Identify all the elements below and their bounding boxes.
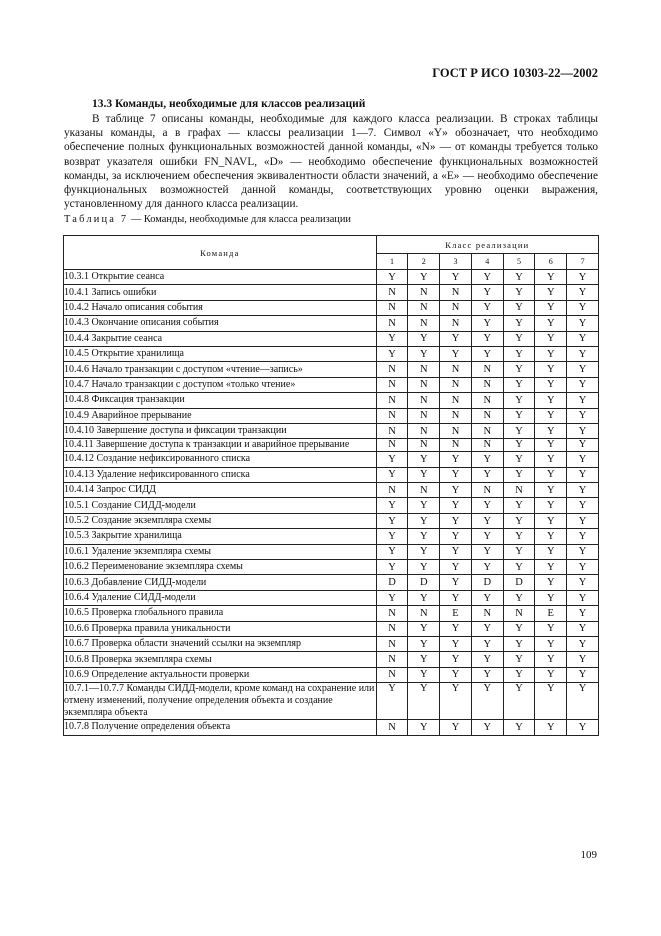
- class-value-cell: Y: [503, 560, 535, 575]
- table-row: [64, 652, 599, 667]
- class-value-cell: Y: [567, 483, 599, 498]
- class-value-cell: Y: [471, 513, 503, 528]
- page-number: 109: [580, 849, 597, 861]
- class-value-cell: Y: [440, 720, 472, 735]
- class-value-cell: Y: [471, 636, 503, 651]
- class-value-cell: Y: [471, 621, 503, 636]
- class-value-cell: Y: [408, 590, 440, 605]
- class-value-cell: N: [376, 667, 408, 682]
- class-value-cell: Y: [567, 720, 599, 735]
- class-value-cell: Y: [503, 300, 535, 315]
- class-value-cell: Y: [440, 590, 472, 605]
- class-value-cell: N: [408, 408, 440, 423]
- class-value-cell: Y: [535, 636, 567, 651]
- table-row: [64, 606, 599, 621]
- class-value-cell: Y: [567, 498, 599, 513]
- class-value-cell: Y: [376, 560, 408, 575]
- class-value-cell: N: [440, 316, 472, 331]
- class-value-cell: Y: [503, 467, 535, 482]
- table-row: [64, 362, 599, 377]
- class-value-cell: Y: [567, 270, 599, 285]
- class-value-cell: N: [440, 377, 472, 392]
- class-value-cell: Y: [567, 606, 599, 621]
- class-value-cell: Y: [408, 720, 440, 735]
- class-value-cell: Y: [408, 529, 440, 544]
- class-value-cell: N: [471, 408, 503, 423]
- class-value-cell: Y: [471, 560, 503, 575]
- class-value-cell: Y: [567, 452, 599, 467]
- class-value-cell: Y: [503, 393, 535, 408]
- class-value-cell: Y: [535, 423, 567, 438]
- class-value-cell: Y: [408, 513, 440, 528]
- class-value-cell: D: [408, 575, 440, 590]
- column-header-command: Команда: [64, 236, 377, 270]
- class-value-cell: Y: [567, 529, 599, 544]
- class-value-cell: N: [376, 652, 408, 667]
- command-name-cell: 10.6.6 Проверка правила уникальности: [64, 621, 377, 636]
- class-value-cell: Y: [503, 362, 535, 377]
- class-value-cell: Y: [535, 544, 567, 559]
- class-value-cell: N: [440, 408, 472, 423]
- table-row: [64, 452, 599, 467]
- class-value-cell: Y: [535, 408, 567, 423]
- class-number-header: 6: [535, 254, 567, 270]
- class-value-cell: Y: [376, 270, 408, 285]
- class-value-cell: Y: [567, 636, 599, 651]
- class-value-cell: Y: [567, 316, 599, 331]
- class-value-cell: N: [376, 300, 408, 315]
- class-value-cell: Y: [440, 667, 472, 682]
- class-value-cell: Y: [503, 346, 535, 361]
- class-value-cell: Y: [440, 529, 472, 544]
- class-value-cell: Y: [535, 331, 567, 346]
- class-value-cell: Y: [471, 316, 503, 331]
- class-value-cell: Y: [503, 423, 535, 438]
- class-value-cell: Y: [567, 652, 599, 667]
- class-value-cell: N: [376, 285, 408, 300]
- class-value-cell: N: [471, 423, 503, 438]
- class-value-cell: Y: [567, 300, 599, 315]
- class-value-cell: Y: [408, 331, 440, 346]
- class-number-header: 3: [440, 254, 472, 270]
- class-value-cell: Y: [567, 346, 599, 361]
- class-number-header: 4: [471, 254, 503, 270]
- class-value-cell: Y: [567, 331, 599, 346]
- class-value-cell: Y: [503, 683, 535, 720]
- class-value-cell: N: [376, 621, 408, 636]
- class-value-cell: Y: [535, 560, 567, 575]
- class-value-cell: N: [440, 393, 472, 408]
- class-value-cell: Y: [503, 285, 535, 300]
- class-value-cell: Y: [408, 346, 440, 361]
- class-value-cell: Y: [535, 270, 567, 285]
- command-name-cell: 10.6.3 Добавление СИДД-модели: [64, 575, 377, 590]
- class-value-cell: Y: [471, 270, 503, 285]
- class-value-cell: Y: [408, 452, 440, 467]
- class-value-cell: D: [471, 575, 503, 590]
- class-value-cell: Y: [535, 575, 567, 590]
- class-number-header: 1: [376, 254, 408, 270]
- class-value-cell: E: [440, 606, 472, 621]
- class-number-header: 5: [503, 254, 535, 270]
- class-value-cell: N: [440, 300, 472, 315]
- table-row: [64, 467, 599, 482]
- class-value-cell: Y: [376, 544, 408, 559]
- command-name-cell: 10.4.11 Завершение доступа к транзакции и аварийное прерывание: [64, 439, 377, 452]
- class-value-cell: Y: [471, 467, 503, 482]
- class-value-cell: N: [376, 408, 408, 423]
- table-row: [64, 316, 599, 331]
- table-row: [64, 575, 599, 590]
- table-row: [64, 560, 599, 575]
- class-value-cell: Y: [471, 346, 503, 361]
- table-row: [64, 393, 599, 408]
- class-value-cell: N: [471, 483, 503, 498]
- class-value-cell: Y: [440, 544, 472, 559]
- class-value-cell: Y: [503, 452, 535, 467]
- class-value-cell: Y: [440, 483, 472, 498]
- table-row: [64, 720, 599, 735]
- class-value-cell: Y: [440, 331, 472, 346]
- class-value-cell: Y: [503, 316, 535, 331]
- command-name-cell: 10.5.2 Создание экземпляра схемы: [64, 513, 377, 528]
- class-value-cell: Y: [567, 393, 599, 408]
- command-name-cell: 10.6.2 Переименование экземпляра схемы: [64, 560, 377, 575]
- class-value-cell: Y: [503, 270, 535, 285]
- class-value-cell: Y: [535, 720, 567, 735]
- table-row: [64, 683, 599, 720]
- class-value-cell: Y: [471, 590, 503, 605]
- class-value-cell: N: [471, 377, 503, 392]
- document-header: ГОСТ Р ИСО 10303-22—2002: [432, 66, 598, 80]
- class-value-cell: N: [376, 316, 408, 331]
- class-value-cell: N: [408, 423, 440, 438]
- table-row: [64, 300, 599, 315]
- command-name-cell: 10.4.5 Открытие хранилища: [64, 346, 377, 361]
- class-value-cell: Y: [408, 621, 440, 636]
- class-value-cell: N: [440, 362, 472, 377]
- class-value-cell: Y: [471, 300, 503, 315]
- command-name-cell: 10.4.13 Удаление нефиксированного списка: [64, 467, 377, 482]
- table-caption-label: Таблица 7: [64, 214, 129, 225]
- class-value-cell: Y: [503, 544, 535, 559]
- command-name-cell: 10.6.4 Удаление СИДД-модели: [64, 590, 377, 605]
- table-row: [64, 423, 599, 438]
- class-value-cell: Y: [376, 683, 408, 720]
- class-value-cell: Y: [567, 513, 599, 528]
- command-name-cell: 10.4.3 Окончание описания события: [64, 316, 377, 331]
- class-value-cell: Y: [567, 439, 599, 452]
- class-value-cell: N: [408, 300, 440, 315]
- class-value-cell: Y: [567, 590, 599, 605]
- table-row: [64, 439, 599, 452]
- class-value-cell: Y: [567, 560, 599, 575]
- class-value-cell: Y: [503, 513, 535, 528]
- class-value-cell: Y: [408, 270, 440, 285]
- class-number-header: 2: [408, 254, 440, 270]
- class-value-cell: D: [503, 575, 535, 590]
- class-value-cell: Y: [503, 408, 535, 423]
- command-name-cell: 10.5.1 Создание СИДД-модели: [64, 498, 377, 513]
- class-value-cell: N: [408, 285, 440, 300]
- table-caption-text: — Команды, необходимые для класса реализации: [128, 214, 351, 225]
- class-number-header: 7: [567, 254, 599, 270]
- class-value-cell: Y: [408, 560, 440, 575]
- class-value-cell: Y: [503, 377, 535, 392]
- class-value-cell: Y: [408, 683, 440, 720]
- class-value-cell: Y: [376, 513, 408, 528]
- class-value-cell: Y: [471, 331, 503, 346]
- class-value-cell: Y: [535, 377, 567, 392]
- class-value-cell: Y: [535, 439, 567, 452]
- class-value-cell: Y: [535, 667, 567, 682]
- table-row: [64, 408, 599, 423]
- class-value-cell: N: [376, 393, 408, 408]
- class-value-cell: Y: [567, 377, 599, 392]
- class-value-cell: N: [471, 606, 503, 621]
- class-value-cell: N: [376, 362, 408, 377]
- class-value-cell: Y: [503, 529, 535, 544]
- class-value-cell: Y: [440, 683, 472, 720]
- class-value-cell: Y: [567, 362, 599, 377]
- class-value-cell: N: [503, 606, 535, 621]
- class-value-cell: Y: [535, 683, 567, 720]
- class-value-cell: Y: [503, 720, 535, 735]
- class-value-cell: Y: [376, 452, 408, 467]
- class-value-cell: N: [471, 362, 503, 377]
- class-value-cell: N: [376, 606, 408, 621]
- class-value-cell: Y: [535, 652, 567, 667]
- class-value-cell: Y: [471, 683, 503, 720]
- class-value-cell: Y: [440, 346, 472, 361]
- class-value-cell: N: [440, 439, 472, 452]
- class-value-cell: Y: [567, 667, 599, 682]
- class-value-cell: Y: [471, 285, 503, 300]
- table-row: [64, 636, 599, 651]
- command-name-cell: 10.4.10 Завершение доступа и фиксации транзакции: [64, 423, 377, 438]
- class-value-cell: Y: [535, 483, 567, 498]
- class-value-cell: Y: [567, 467, 599, 482]
- table-row: [64, 667, 599, 682]
- section-paragraph: В таблице 7 описаны команды, необходимые для каждого класса реализации. В строках таблицы указаны команды, а в графах — классы реализации 1—7. Символ «Y» обозначает, что необходимо обеспечение полных функциональных возможностей данной команды, «N» — от команды требуется только возврат указателя ошибки FN_NAVL, «D» — необходимо обеспечение функциональных возможностей команды, за исключением обеспечения эквивалентности области значений, а «E» — необходимо обеспечение функциональных возможностей данной команды, соответствующих уровню оценки выражения, установленному для данного класса реализации.: [64, 113, 598, 211]
- class-value-cell: Y: [535, 452, 567, 467]
- class-value-cell: N: [376, 439, 408, 452]
- class-value-cell: Y: [471, 498, 503, 513]
- class-value-cell: Y: [503, 498, 535, 513]
- command-name-cell: 10.4.1 Запись ошибки: [64, 285, 377, 300]
- class-value-cell: Y: [440, 498, 472, 513]
- class-value-cell: Y: [503, 331, 535, 346]
- class-value-cell: Y: [567, 544, 599, 559]
- class-value-cell: Y: [535, 498, 567, 513]
- class-value-cell: Y: [440, 575, 472, 590]
- table-row: [64, 377, 599, 392]
- command-name-cell: 10.4.9 Аварийное прерывание: [64, 408, 377, 423]
- class-value-cell: Y: [408, 467, 440, 482]
- command-name-cell: 10.4.8 Фиксация транзакции: [64, 393, 377, 408]
- class-value-cell: Y: [535, 362, 567, 377]
- class-value-cell: Y: [503, 439, 535, 452]
- class-value-cell: D: [376, 575, 408, 590]
- table-row: [64, 590, 599, 605]
- class-value-cell: N: [376, 377, 408, 392]
- class-value-cell: N: [408, 377, 440, 392]
- class-value-cell: N: [376, 423, 408, 438]
- command-name-cell: 10.4.7 Начало транзакции с доступом «только чтение»: [64, 377, 377, 392]
- class-value-cell: Y: [503, 652, 535, 667]
- class-value-cell: N: [376, 483, 408, 498]
- class-value-cell: Y: [567, 285, 599, 300]
- command-name-cell: 10.4.6 Начало транзакции с доступом «чтение—запись»: [64, 362, 377, 377]
- class-value-cell: Y: [471, 652, 503, 667]
- table-row: [64, 498, 599, 513]
- command-name-cell: 10.6.1 Удаление экземпляра схемы: [64, 544, 377, 559]
- class-value-cell: Y: [535, 621, 567, 636]
- command-name-cell: 10.3.1 Открытие сеанса: [64, 270, 377, 285]
- command-name-cell: 10.4.14 Запрос СИДД: [64, 483, 377, 498]
- class-value-cell: Y: [535, 590, 567, 605]
- class-value-cell: N: [440, 285, 472, 300]
- table-row: [64, 346, 599, 361]
- command-name-cell: 10.6.5 Проверка глобального правила: [64, 606, 377, 621]
- table-row: [64, 483, 599, 498]
- commands-table: [63, 235, 599, 736]
- class-value-cell: Y: [440, 513, 472, 528]
- class-value-cell: Y: [376, 331, 408, 346]
- command-name-cell: 10.6.8 Проверка экземпляра схемы: [64, 652, 377, 667]
- class-value-cell: Y: [567, 683, 599, 720]
- class-value-cell: Y: [408, 652, 440, 667]
- class-value-cell: Y: [567, 408, 599, 423]
- class-value-cell: Y: [503, 667, 535, 682]
- table-row: [64, 513, 599, 528]
- class-value-cell: Y: [376, 529, 408, 544]
- class-value-cell: Y: [471, 720, 503, 735]
- class-value-cell: Y: [408, 544, 440, 559]
- class-value-cell: Y: [535, 529, 567, 544]
- class-value-cell: Y: [567, 621, 599, 636]
- class-value-cell: N: [408, 362, 440, 377]
- class-value-cell: Y: [408, 667, 440, 682]
- class-value-cell: Y: [567, 423, 599, 438]
- class-value-cell: Y: [503, 621, 535, 636]
- class-value-cell: Y: [503, 636, 535, 651]
- class-value-cell: E: [535, 606, 567, 621]
- class-value-cell: N: [376, 720, 408, 735]
- table-row: [64, 529, 599, 544]
- class-value-cell: Y: [440, 270, 472, 285]
- class-value-cell: N: [408, 483, 440, 498]
- table-body: [64, 270, 599, 736]
- class-value-cell: Y: [471, 529, 503, 544]
- class-value-cell: Y: [408, 636, 440, 651]
- class-value-cell: Y: [535, 285, 567, 300]
- table-row: [64, 331, 599, 346]
- command-name-cell: 10.6.9 Определение актуальности проверки: [64, 667, 377, 682]
- class-value-cell: Y: [376, 346, 408, 361]
- table-caption: [64, 214, 351, 225]
- class-value-cell: N: [471, 393, 503, 408]
- command-name-cell: 10.7.8 Получение определения объекта: [64, 720, 377, 735]
- class-value-cell: Y: [503, 590, 535, 605]
- class-value-cell: Y: [535, 467, 567, 482]
- class-value-cell: Y: [440, 560, 472, 575]
- table-row: [64, 621, 599, 636]
- class-value-cell: Y: [535, 316, 567, 331]
- class-value-cell: Y: [535, 300, 567, 315]
- class-value-cell: Y: [440, 467, 472, 482]
- command-name-cell: 10.7.1—10.7.7 Команды СИДД-модели, кроме команд на сохранение или отмену изменений, получение определения объекта и создание экземпляра объекта: [64, 683, 375, 719]
- section-title: 13.3 Команды, необходимые для классов реализаций: [92, 98, 366, 110]
- class-value-cell: Y: [440, 452, 472, 467]
- class-value-cell: Y: [408, 498, 440, 513]
- class-value-cell: Y: [471, 544, 503, 559]
- class-value-cell: Y: [471, 452, 503, 467]
- command-name-cell: 10.6.7 Проверка области значений ссылки на экземпляр: [64, 636, 377, 651]
- class-value-cell: N: [408, 606, 440, 621]
- command-name-cell: 10.4.2 Начало описания события: [64, 300, 377, 315]
- class-value-cell: N: [408, 393, 440, 408]
- class-value-cell: N: [440, 423, 472, 438]
- class-value-cell: Y: [376, 498, 408, 513]
- class-value-cell: Y: [376, 590, 408, 605]
- class-value-cell: N: [471, 439, 503, 452]
- table-row: [64, 285, 599, 300]
- command-name-cell: 10.4.12 Создание нефиксированного списка: [64, 452, 377, 467]
- class-value-cell: Y: [567, 575, 599, 590]
- class-value-cell: Y: [535, 346, 567, 361]
- class-value-cell: N: [408, 316, 440, 331]
- class-value-cell: Y: [471, 667, 503, 682]
- column-header-classes: Класс реализации: [376, 236, 598, 254]
- table-row: [64, 270, 599, 285]
- class-value-cell: N: [408, 439, 440, 452]
- class-value-cell: N: [503, 483, 535, 498]
- class-value-cell: Y: [440, 652, 472, 667]
- class-value-cell: Y: [440, 621, 472, 636]
- table-row: [64, 544, 599, 559]
- command-name-cell: 10.4.4 Закрытие сеанса: [64, 331, 377, 346]
- class-value-cell: N: [376, 636, 408, 651]
- class-value-cell: Y: [535, 393, 567, 408]
- class-value-cell: Y: [440, 636, 472, 651]
- class-value-cell: Y: [535, 513, 567, 528]
- class-value-cell: Y: [376, 467, 408, 482]
- command-name-cell: 10.5.3 Закрытие хранилища: [64, 529, 377, 544]
